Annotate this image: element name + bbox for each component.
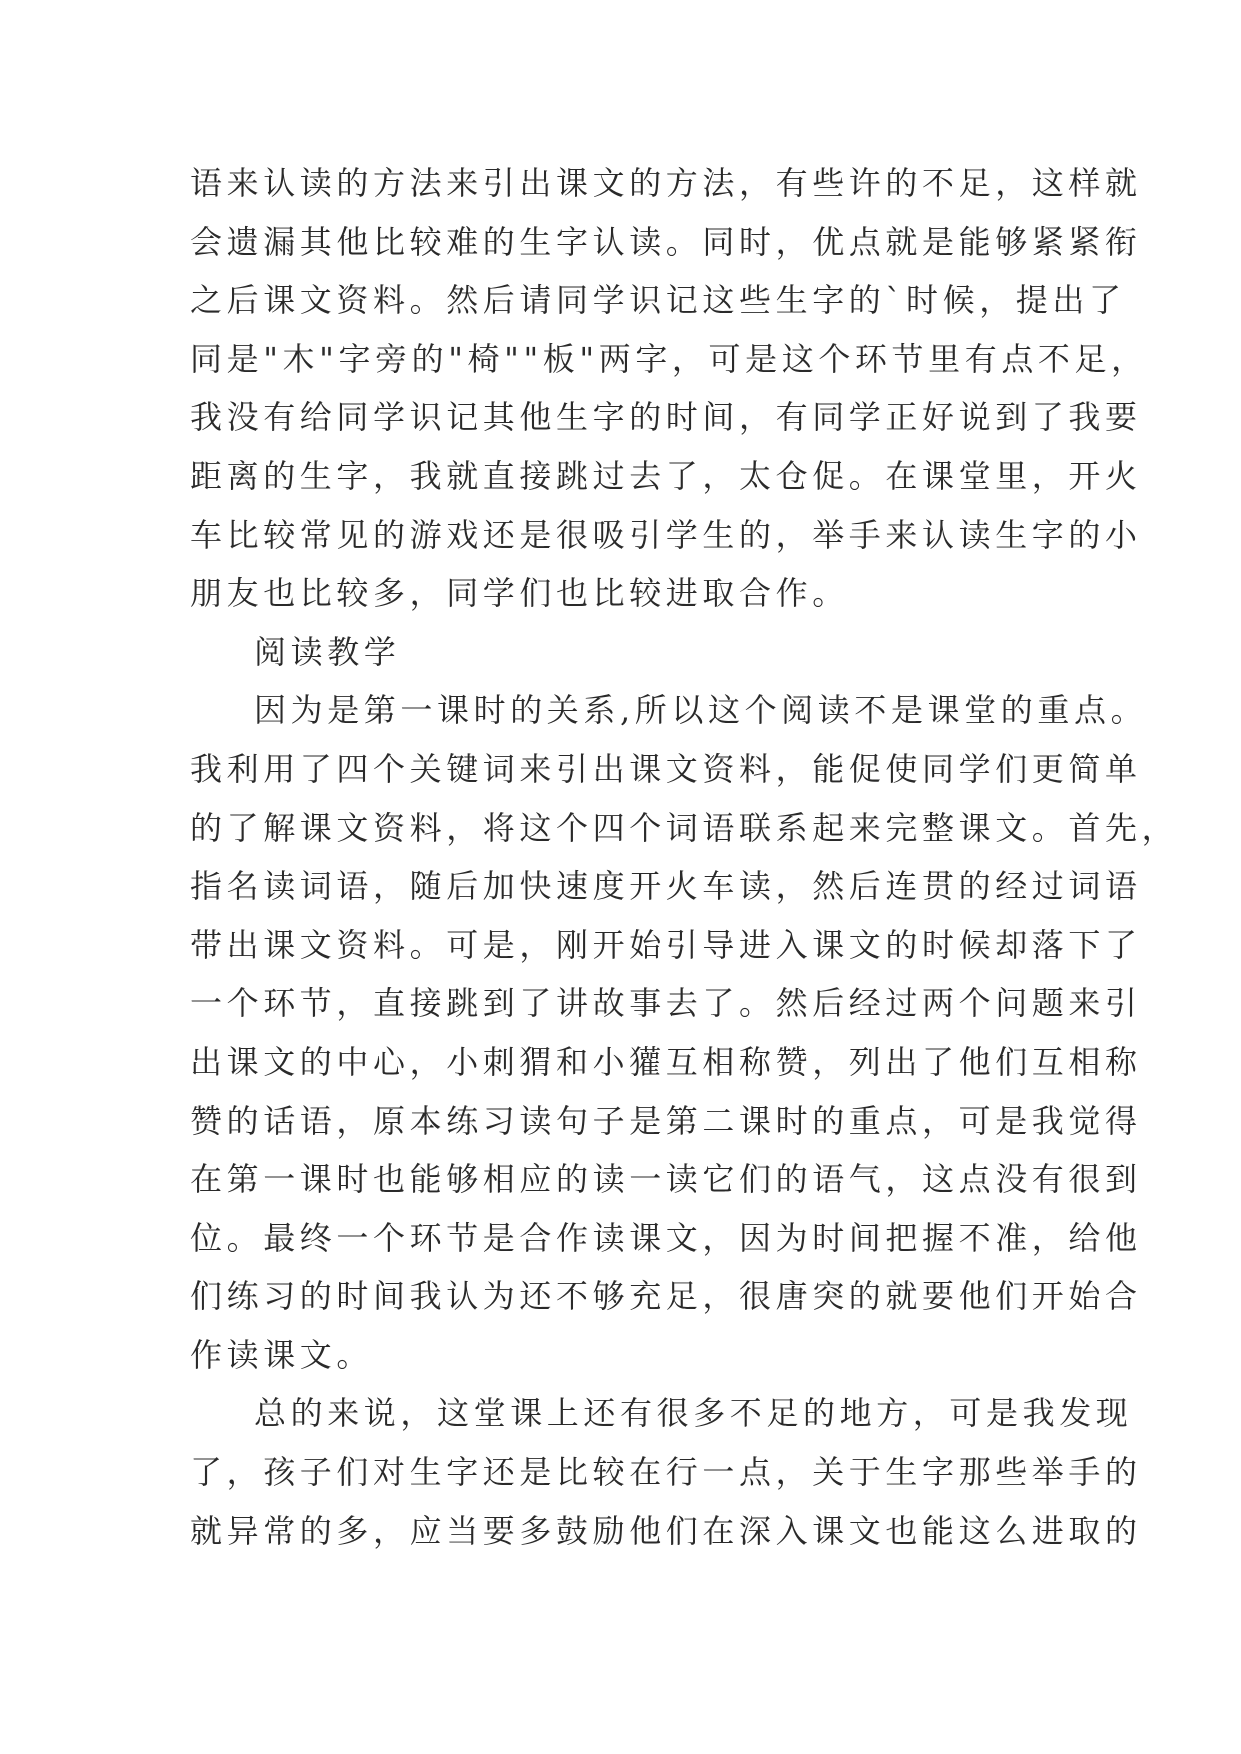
text-line: 因为是第一课时的关系,所以这个阅读不是课堂的重点。: [254, 691, 1148, 730]
text-line: 车比较常见的游戏还是很吸引学生的，举手来认读生字的小: [190, 515, 1142, 554]
text-line: 阅读教学: [254, 632, 401, 671]
text-line: 带出课文资料。可是，刚开始引导进入课文的时候却落下了: [190, 925, 1142, 964]
text-line: 总的来说，这堂课上还有很多不足的地方，可是我发现: [254, 1394, 1133, 1433]
body-text: [190, 154, 1179, 1560]
text-line: 在第一课时也能够相应的读一读它们的语气，这点没有很到: [190, 1160, 1142, 1199]
text-line: 作读课文。: [190, 1335, 374, 1374]
text-line: 语来认读的方法来引出课文的方法，有些许的不足，这样就: [190, 164, 1142, 202]
text-line: 赞的话语，原本练习读句子是第二课时的重点，可是我觉得: [190, 1101, 1142, 1140]
text-line: 朋友也比较多，同学们也比较进取合作。: [190, 574, 849, 613]
text-line: 我没有给同学识记其他生字的时间，有同学正好说到了我要: [190, 398, 1142, 437]
text-line: 们练习的时间我认为还不够充足，很唐突的就要他们开始合: [190, 1277, 1142, 1316]
text-line: 的了解课文资料，将这个四个词语联系起来完整课文。首先，: [190, 808, 1179, 847]
text-line: 一个环节，直接跳到了讲故事去了。然后经过两个问题来引: [190, 984, 1142, 1023]
text-line: 我利用了四个关键词来引出课文资料，能促使同学们更简单: [190, 749, 1142, 788]
text-line: 就异常的多，应当要多鼓励他们在深入课文也能这么进取的: [190, 1511, 1142, 1550]
text-line: 之后课文资料。然后请同学识记这些生字的`时候，提出了: [190, 281, 1126, 320]
text-line: 同是"木"字旁的"椅""板"两字，可是这个环节里有点不足，: [190, 339, 1148, 378]
text-line: 出课文的中心，小刺猬和小獾互相称赞，列出了他们互相称: [190, 1042, 1142, 1081]
text-line: 会遗漏其他比较难的生字认读。同时，优点就是能够紧紧衔: [190, 222, 1142, 261]
text-line: 指名读词语，随后加快速度开火车读，然后连贯的经过词语: [190, 867, 1142, 906]
text-line: 了，孩子们对生字还是比较在行一点，关于生字那些举手的: [190, 1453, 1142, 1492]
text-line: 位。最终一个环节是合作读课文，因为时间把握不准，给他: [190, 1218, 1142, 1257]
text-line: 距离的生字，我就直接跳过去了，太仓促。在课堂里，开火: [190, 456, 1142, 495]
